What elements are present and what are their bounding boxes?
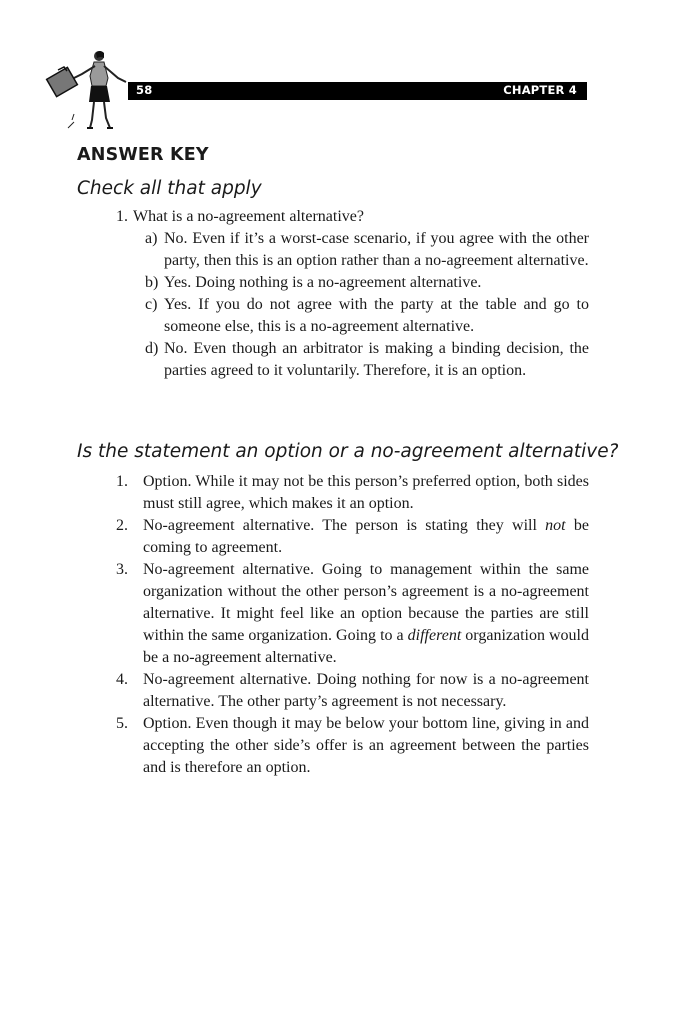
item-number: 4. <box>116 671 128 688</box>
list-item <box>116 515 589 559</box>
option-letter: b) <box>145 274 159 291</box>
list-item <box>116 713 589 779</box>
answer-option <box>145 294 589 338</box>
option-letter: a) <box>145 230 158 247</box>
page-number: 58 <box>136 83 153 97</box>
answer-option <box>145 228 589 272</box>
page-header-bar <box>128 82 587 100</box>
item-number: 2. <box>116 517 128 534</box>
item-text-after: organization would be a no-agreement alternative. <box>143 627 589 666</box>
option-text: Yes. If you do not agree with the party at the table and go to someone else, this is a no-agreement alternative. <box>164 296 589 335</box>
answer-key-heading: ANSWER KEY <box>77 145 209 165</box>
list-item <box>116 559 589 669</box>
answer-option <box>145 338 589 382</box>
statement-answers-list <box>116 471 589 779</box>
item-emphasis: different <box>407 627 462 644</box>
question-text: What is a no-agreement alternative? <box>133 208 364 225</box>
list-item <box>116 669 589 713</box>
businesswoman-briefcase-icon <box>44 48 136 132</box>
item-number: 5. <box>116 715 128 732</box>
item-emphasis: not <box>545 517 566 534</box>
item-text: Option. While it may not be this person’s preferred option, both sides must still agree, which makes it an option. <box>143 473 589 512</box>
section-title-option-or-alternative: Is the statement an option or a no-agreement alternative? <box>77 441 619 462</box>
answer-option <box>145 272 589 294</box>
item-text: No-agreement alternative. Doing nothing for now is a no-agreement alternative. The other party’s agreement is not necessary. <box>143 671 589 710</box>
answer-options-list <box>145 228 589 382</box>
item-number: 1. <box>116 473 128 490</box>
item-text-before: No-agreement alternative. Going to management within the same organization without the other person’s agreement is a no-agreement alternative. It might feel like an option because the parties are still within the same organization. Going to a <box>143 561 589 644</box>
question-number: 1. <box>116 208 128 225</box>
item-text: Option. Even though it may be below your bottom line, giving in and accepting the other side’s offer is an agreement between the parties and is therefore an option. <box>143 715 589 776</box>
item-text-before: No-agreement alternative. The person is stating they will <box>143 517 546 534</box>
item-text-after: be coming to agreement. <box>143 517 589 556</box>
option-letter: d) <box>145 340 159 357</box>
list-item <box>116 471 589 515</box>
option-text: No. Even though an arbitrator is making a binding decision, the parties agreed to it voluntarily. Therefore, it is an option. <box>164 340 589 379</box>
option-letter: c) <box>145 296 158 313</box>
option-text: Yes. Doing nothing is a no-agreement alternative. <box>164 274 482 291</box>
section-title-check-all: Check all that apply <box>77 178 262 199</box>
item-number: 3. <box>116 561 128 578</box>
chapter-label: CHAPTER 4 <box>503 83 577 97</box>
question-1 <box>116 206 591 228</box>
option-text: No. Even if it’s a worst-case scenario, if you agree with the other party, then this is an option rather than a no-agreement alternative. <box>164 230 589 269</box>
